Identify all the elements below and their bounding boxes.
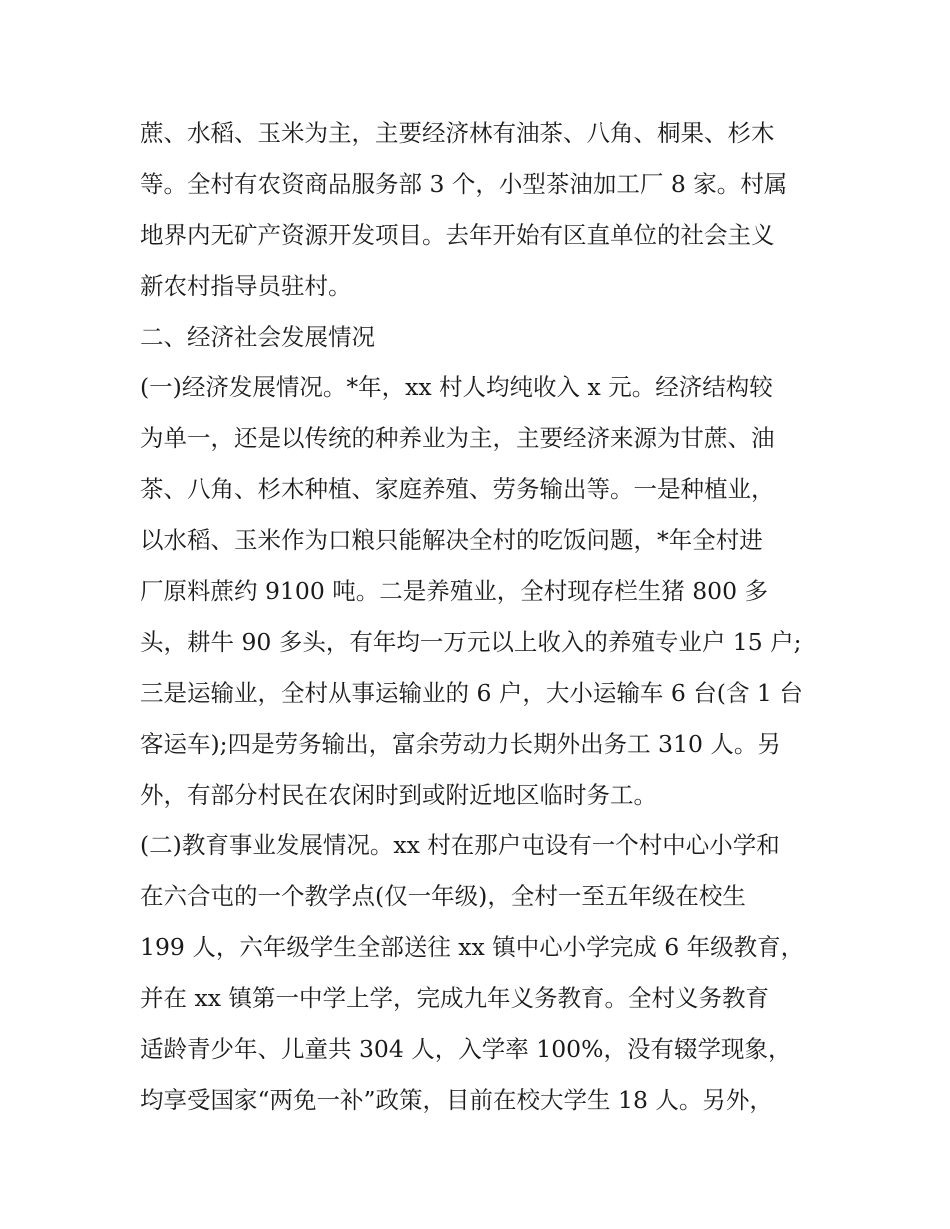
text-line: (二)教育事业发展情况。xx 村在那户屯设有一个村中心小学和 bbox=[140, 831, 780, 860]
text-line: 等。全村有农资商品服务部 3 个，小型茶油加工厂 8 家。村属 bbox=[140, 169, 788, 198]
text-line: 新农村指导员驻村。 bbox=[140, 271, 352, 300]
text-line: 均享受国家“两免一补”政策，目前在校大学生 18 人。另外， bbox=[140, 1085, 773, 1114]
text-line: 199 人，六年级学生全部送往 xx 镇中心小学完成 6 年级教育， bbox=[140, 933, 805, 962]
text-line: 地界内无矿产资源开发项目。去年开始有区直单位的社会主义 bbox=[140, 220, 775, 249]
text-line: 三是运输业，全村从事运输业的 6 户，大小运输车 6 台(含 1 台 bbox=[140, 678, 803, 707]
text-line: 茶、八角、杉木种植、家庭养殖、劳务输出等。一是种植业， bbox=[140, 475, 775, 504]
text-line: 客运车);四是劳务输出，富余劳动力长期外出务工 310 人。另 bbox=[140, 729, 781, 758]
text-line: (一)经济发展情况。*年，xx 村人均纯收入 x 元。经济结构较 bbox=[140, 373, 773, 402]
text-line: 并在 xx 镇第一中学上学，完成九年义务教育。全村义务教育 bbox=[140, 984, 769, 1013]
text-line: 以水稻、玉米作为口粮只能解决全村的吃饭问题，*年全村进 bbox=[140, 526, 763, 555]
body-text bbox=[140, 108, 820, 1126]
text-line: 厂原料蔗约 9100 吨。二是养殖业，全村现存栏生猪 800 多 bbox=[140, 577, 769, 606]
text-line: 为单一，还是以传统的种养业为主，主要经济来源为甘蔗、油 bbox=[140, 424, 775, 453]
text-line: 头，耕牛 90 多头，有年均一万元以上收入的养殖专业户 15 户; bbox=[140, 627, 802, 656]
text-line: 在六合屯的一个教学点(仅一年级)，全村一至五年级在校生 bbox=[140, 882, 746, 911]
text-line: 蔗、水稻、玉米为主，主要经济林有油茶、八角、桐果、杉木 bbox=[140, 119, 775, 147]
text-line: 适龄青少年、儿童共 304 人，入学率 100%，没有辍学现象， bbox=[140, 1035, 792, 1064]
section-heading: 二、经济社会发展情况 bbox=[140, 322, 375, 351]
text-line: 外，有部分村民在农闲时到或附近地区临时务工。 bbox=[140, 780, 657, 809]
